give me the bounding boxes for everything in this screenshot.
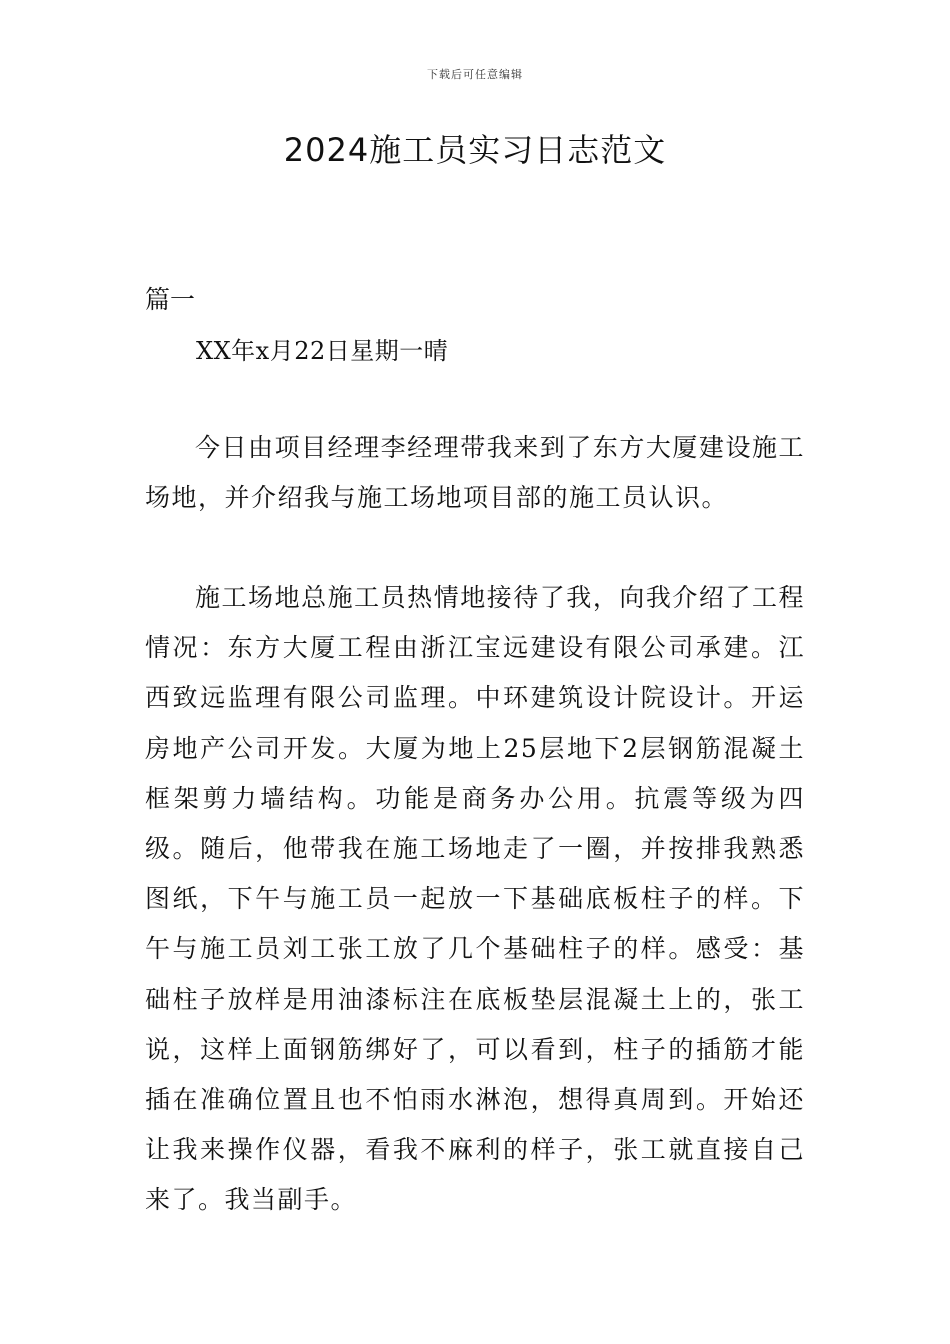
paragraph: 施工场地总施工员热情地接待了我，向我介绍了工程情况：东方大厦工程由浙江宝远建设有限公司承建。江西致远监理有限公司监理。中环建筑设计院设计。开运房地产公司开发。大厦为地上25层地下2层钢筋混凝土框架剪力墙结构。功能是商务办公用。抗震等级为四级。随后，他带我在施工场地走了一圈，并按排我熟悉图纸，下午与施工员一起放一下基础底板柱子的样。下午与施工员刘工张工放了几个基础柱子的样。感受：基础柱子放样是用油漆标注在底板垫层混凝土上的，张工说，这样上面钢筋绑好了，可以看到，柱子的插筋才能插在准确位置且也不怕雨水淋泡，想得真周到。开始还让我来操作仪器，看我不麻利的样子，张工就直接自己来了。我当副手。 [145, 583, 805, 1215]
section-label: 篇一 [145, 285, 196, 314]
paragraph: 今日由项目经理李经理带我来到了东方大厦建设施工场地，并介绍我与施工场地项目部的施工员认识。 [145, 433, 805, 513]
date-line: XX年x月22日星期一晴 [196, 337, 449, 365]
document-title: 2024施工员实习日志范文 [283, 131, 667, 169]
header-note: 下载后可任意编辑 [427, 68, 523, 81]
